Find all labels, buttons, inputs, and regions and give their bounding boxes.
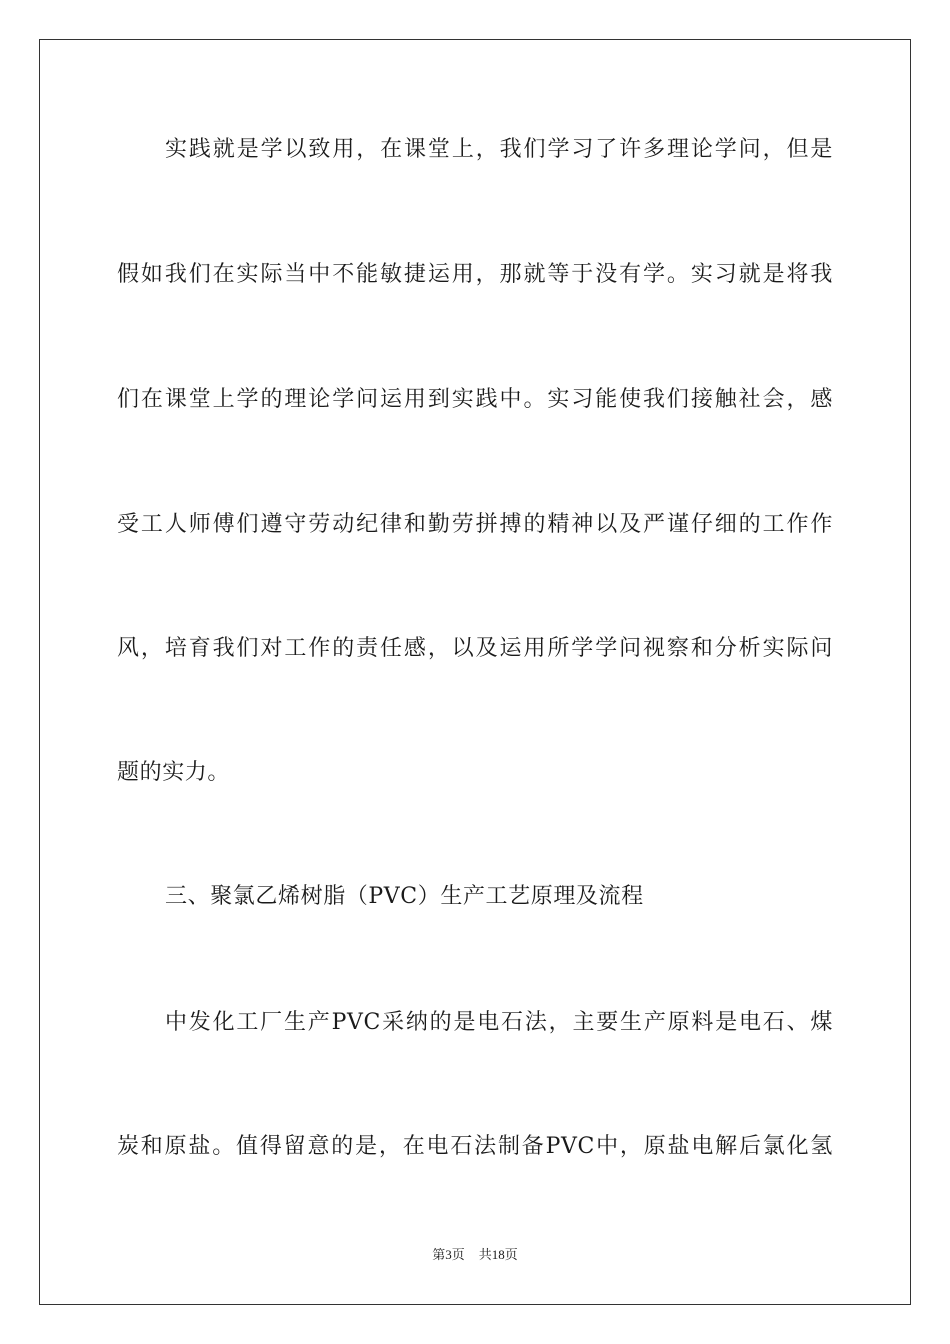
- paragraph-line-8: 炭和原盐。值得留意的是，在电石法制备PVC中，原盐电解后氯化氢: [117, 1134, 833, 1159]
- page-footer: [0, 1246, 950, 1264]
- paragraph-line-6: 题的实力。: [117, 760, 231, 785]
- total-pages: 共18页: [478, 1247, 518, 1262]
- paragraph-line-3: 们在课堂上学的理论学问运用到实践中。实习能使我们接触社会，感: [117, 387, 833, 412]
- paragraph-line-4: 受工人师傅们遵守劳动纪律和勤劳拼搏的精神以及严谨仔细的工作作: [117, 512, 833, 537]
- paragraph-line-2: 假如我们在实际当中不能敏捷运用，那就等于没有学。实习就是将我: [117, 262, 833, 287]
- paragraph-line-5: 风，培育我们对工作的责任感，以及运用所学学问视察和分析实际问: [117, 636, 833, 661]
- section-heading: 三、聚氯乙烯树脂（PVC）生产工艺原理及流程: [165, 884, 644, 909]
- page-border: [39, 39, 911, 1305]
- paragraph-line-7: 中发化工厂生产PVC采纳的是电石法，主要生产原料是电石、煤: [165, 1010, 833, 1035]
- paragraph-line-1: 实践就是学以致用，在课堂上，我们学习了许多理论学问，但是: [165, 137, 833, 162]
- page-number: 第3页: [432, 1247, 465, 1262]
